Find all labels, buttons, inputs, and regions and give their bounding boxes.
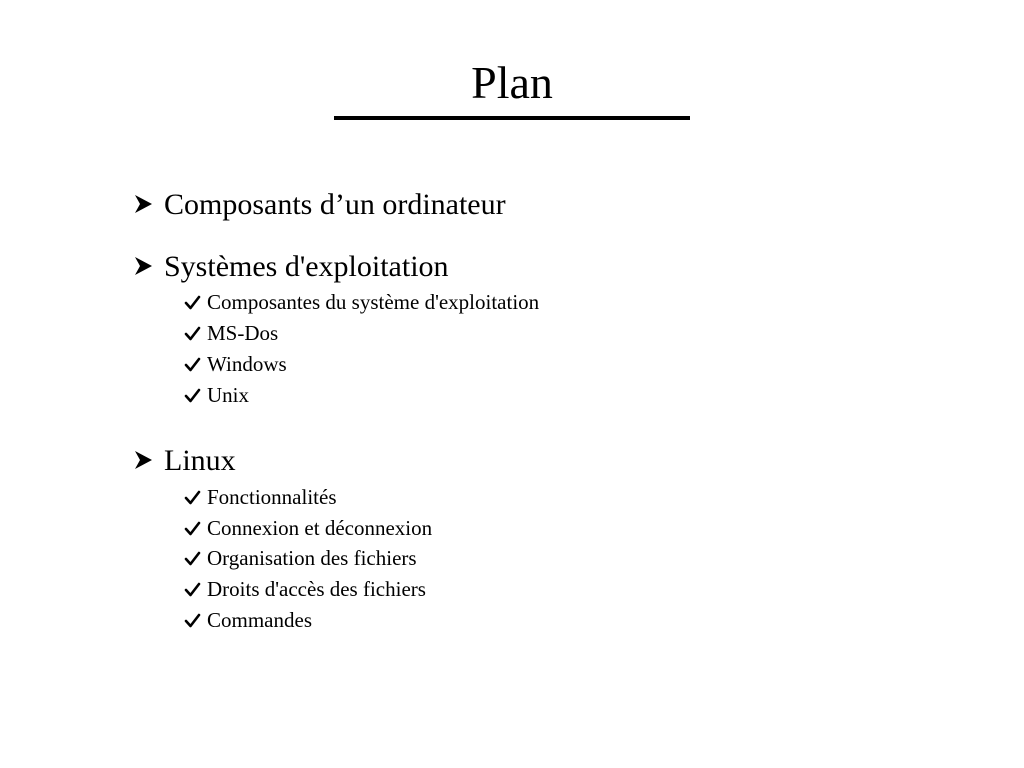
list-item [184, 576, 426, 602]
checkmark-bullet-icon [184, 387, 201, 404]
arrowhead-bullet-icon [132, 255, 154, 277]
checkmark-bullet-icon [184, 520, 201, 537]
list-item [184, 382, 249, 408]
checkmark-bullet-icon [184, 489, 201, 506]
arrowhead-bullet-icon [132, 449, 154, 471]
arrowhead-bullet-icon [132, 193, 154, 215]
list-item-label: Droits d'accès des fichiers [207, 577, 426, 601]
list-item-label: Commandes [207, 608, 312, 632]
section-heading-linux [132, 443, 236, 479]
section-heading-label: Linux [164, 444, 236, 477]
list-item-label: Fonctionnalités [207, 485, 337, 509]
list-item [184, 351, 287, 377]
checkmark-bullet-icon [184, 550, 201, 567]
checkmark-bullet-icon [184, 356, 201, 373]
checkmark-bullet-icon [184, 581, 201, 598]
section-heading-composants [132, 187, 506, 223]
checkmark-bullet-icon [184, 325, 201, 342]
list-item-label: Connexion et déconnexion [207, 516, 433, 540]
list-item [184, 289, 539, 315]
list-item [184, 607, 312, 633]
title-underline [334, 116, 690, 120]
list-item-label: Unix [207, 383, 249, 407]
list-item-label: Organisation des fichiers [207, 546, 417, 570]
list-item [184, 515, 432, 541]
list-item [184, 484, 337, 510]
section-heading-label: Systèmes d'exploitation [164, 250, 449, 283]
checkmark-bullet-icon [184, 294, 201, 311]
list-item-label: Composantes du système d'exploitation [207, 290, 540, 314]
checkmark-bullet-icon [184, 612, 201, 629]
section-heading-systemes [132, 249, 449, 285]
list-item-label: MS-Dos [207, 321, 279, 345]
list-item [184, 545, 417, 571]
list-item [184, 320, 278, 346]
list-item-label: Windows [207, 352, 287, 376]
slide-title: Plan [471, 57, 553, 108]
section-heading-label: Composants d’un ordinateur [164, 188, 506, 221]
